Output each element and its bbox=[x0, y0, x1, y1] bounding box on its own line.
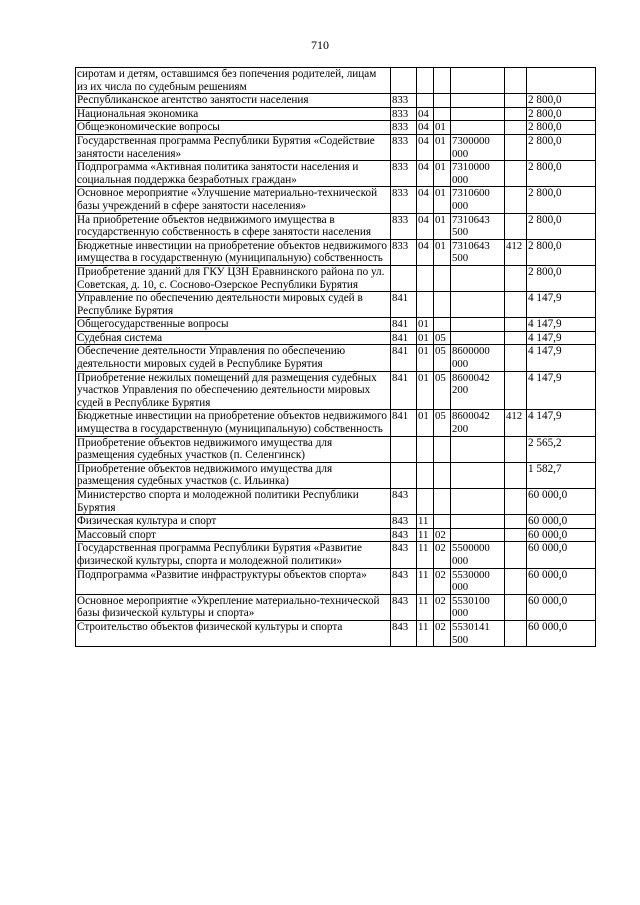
amount-cell: 4 147,9 bbox=[527, 410, 596, 436]
ministry-code-cell: 833 bbox=[391, 213, 417, 239]
section-code-cell: 01 bbox=[417, 331, 434, 345]
section-code-cell: 01 bbox=[417, 345, 434, 371]
expense-type-cell bbox=[505, 345, 527, 371]
ministry-code-cell: 833 bbox=[391, 134, 417, 160]
target-article-cell bbox=[451, 121, 505, 135]
row-name-cell: Строительство объектов физической культуры и спорта bbox=[76, 620, 391, 646]
ministry-code-cell: 833 bbox=[391, 187, 417, 213]
expense-type-cell bbox=[505, 318, 527, 332]
ministry-code-cell: 833 bbox=[391, 94, 417, 108]
table-row bbox=[76, 489, 596, 515]
expense-type-cell bbox=[505, 489, 527, 515]
ministry-code-cell: 843 bbox=[391, 489, 417, 515]
target-article-cell bbox=[451, 318, 505, 332]
section-code-cell bbox=[417, 489, 434, 515]
section-code-cell: 11 bbox=[417, 594, 434, 620]
row-name-cell: Подпрограмма «Развитие инфраструктуры объектов спорта» bbox=[76, 568, 391, 594]
section-code-cell: 04 bbox=[417, 161, 434, 187]
subsection-code-cell bbox=[434, 318, 451, 332]
expense-type-cell bbox=[505, 107, 527, 121]
target-article-cell: 7310643 500 bbox=[451, 239, 505, 265]
amount-cell: 60 000,0 bbox=[527, 594, 596, 620]
expense-type-cell bbox=[505, 436, 527, 462]
expense-type-cell bbox=[505, 371, 527, 410]
section-code-cell: 01 bbox=[417, 371, 434, 410]
subsection-code-cell bbox=[434, 436, 451, 462]
amount-cell: 2 800,0 bbox=[527, 239, 596, 265]
amount-cell: 2 800,0 bbox=[527, 213, 596, 239]
subsection-code-cell: 01 bbox=[434, 239, 451, 265]
ministry-code-cell: 843 bbox=[391, 515, 417, 529]
table-row bbox=[76, 318, 596, 332]
ministry-code-cell bbox=[391, 68, 417, 94]
table-row bbox=[76, 213, 596, 239]
subsection-code-cell bbox=[434, 94, 451, 108]
table-row bbox=[76, 134, 596, 160]
target-article-cell bbox=[451, 68, 505, 94]
section-code-cell: 04 bbox=[417, 107, 434, 121]
row-name-cell: Приобретение объектов недвижимого имущества для размещения судебных участков (п. Селенгинск) bbox=[76, 436, 391, 462]
subsection-code-cell bbox=[434, 489, 451, 515]
target-article-cell: 7300000 000 bbox=[451, 134, 505, 160]
amount-cell: 2 800,0 bbox=[527, 265, 596, 291]
target-article-cell: 5500000 000 bbox=[451, 542, 505, 568]
subsection-code-cell: 05 bbox=[434, 331, 451, 345]
table-row bbox=[76, 68, 596, 94]
subsection-code-cell: 02 bbox=[434, 594, 451, 620]
row-name-cell: Общеэкономические вопросы bbox=[76, 121, 391, 135]
expense-type-cell bbox=[505, 515, 527, 529]
subsection-code-cell: 02 bbox=[434, 620, 451, 646]
amount-cell: 2 800,0 bbox=[527, 94, 596, 108]
row-name-cell: Общегосударственные вопросы bbox=[76, 318, 391, 332]
subsection-code-cell: 01 bbox=[434, 213, 451, 239]
expense-type-cell: 412 bbox=[505, 239, 527, 265]
ministry-code-cell: 841 bbox=[391, 371, 417, 410]
section-code-cell: 04 bbox=[417, 121, 434, 135]
section-code-cell: 04 bbox=[417, 213, 434, 239]
amount-cell: 60 000,0 bbox=[527, 515, 596, 529]
row-name-cell: Бюджетные инвестиции на приобретение объектов недвижимого имущества в государственную (муниципальную) собственность bbox=[76, 239, 391, 265]
amount-cell: 2 800,0 bbox=[527, 107, 596, 121]
row-name-cell: Бюджетные инвестиции на приобретение объектов недвижимого имущества в государственную (муниципальную) собственность bbox=[76, 410, 391, 436]
ministry-code-cell: 843 bbox=[391, 528, 417, 542]
table-row bbox=[76, 515, 596, 529]
expense-type-cell bbox=[505, 331, 527, 345]
row-name-cell: Министерство спорта и молодежной политики Республики Бурятия bbox=[76, 489, 391, 515]
section-code-cell: 11 bbox=[417, 620, 434, 646]
ministry-code-cell: 841 bbox=[391, 318, 417, 332]
ministry-code-cell bbox=[391, 436, 417, 462]
amount-cell: 2 565,2 bbox=[527, 436, 596, 462]
table-row bbox=[76, 121, 596, 135]
amount-cell: 4 147,9 bbox=[527, 318, 596, 332]
ministry-code-cell: 841 bbox=[391, 292, 417, 318]
table-row bbox=[76, 107, 596, 121]
table-row bbox=[76, 331, 596, 345]
row-name-cell: Подпрограмма «Активная политика занятости населения и социальная поддержка безработных граждан» bbox=[76, 161, 391, 187]
amount-cell: 4 147,9 bbox=[527, 345, 596, 371]
table-row bbox=[76, 436, 596, 462]
table-row bbox=[76, 542, 596, 568]
table-row bbox=[76, 462, 596, 488]
expense-type-cell bbox=[505, 568, 527, 594]
section-code-cell: 04 bbox=[417, 239, 434, 265]
subsection-code-cell: 05 bbox=[434, 371, 451, 410]
expense-type-cell bbox=[505, 594, 527, 620]
table-row bbox=[76, 187, 596, 213]
section-code-cell: 04 bbox=[417, 134, 434, 160]
table-row bbox=[76, 161, 596, 187]
section-code-cell: 01 bbox=[417, 410, 434, 436]
expense-type-cell bbox=[505, 68, 527, 94]
row-name-cell: Основное мероприятие «Укрепление материально-технической базы физической культуры и спорта» bbox=[76, 594, 391, 620]
row-name-cell: Управление по обеспечению деятельности мировых судей в Республике Бурятия bbox=[76, 292, 391, 318]
expense-type-cell: 412 bbox=[505, 410, 527, 436]
subsection-code-cell bbox=[434, 292, 451, 318]
expense-type-cell bbox=[505, 161, 527, 187]
section-code-cell bbox=[417, 68, 434, 94]
amount-cell: 2 800,0 bbox=[527, 187, 596, 213]
subsection-code-cell bbox=[434, 107, 451, 121]
target-article-cell: 5530000 000 bbox=[451, 568, 505, 594]
subsection-code-cell: 01 bbox=[434, 187, 451, 213]
budget-table bbox=[75, 67, 596, 647]
table-row bbox=[76, 528, 596, 542]
expense-type-cell bbox=[505, 292, 527, 318]
subsection-code-cell: 01 bbox=[434, 134, 451, 160]
target-article-cell bbox=[451, 292, 505, 318]
row-name-cell: Государственная программа Республики Бурятия «Содействие занятости населения» bbox=[76, 134, 391, 160]
table-row bbox=[76, 620, 596, 646]
section-code-cell: 11 bbox=[417, 568, 434, 594]
section-code-cell: 11 bbox=[417, 542, 434, 568]
subsection-code-cell: 05 bbox=[434, 345, 451, 371]
subsection-code-cell: 02 bbox=[434, 568, 451, 594]
amount-cell bbox=[527, 68, 596, 94]
subsection-code-cell: 05 bbox=[434, 410, 451, 436]
ministry-code-cell bbox=[391, 265, 417, 291]
row-name-cell: На приобретение объектов недвижимого имущества в государственную собственность в сфере занятости населения bbox=[76, 213, 391, 239]
amount-cell: 2 800,0 bbox=[527, 134, 596, 160]
budget-table-body bbox=[76, 68, 596, 647]
amount-cell: 4 147,9 bbox=[527, 371, 596, 410]
expense-type-cell bbox=[505, 620, 527, 646]
amount-cell: 1 582,7 bbox=[527, 462, 596, 488]
expense-type-cell bbox=[505, 94, 527, 108]
section-code-cell: 01 bbox=[417, 318, 434, 332]
row-name-cell: Основное мероприятие «Улучшение материально-технической базы учреждений в сфере занятости населения» bbox=[76, 187, 391, 213]
ministry-code-cell: 843 bbox=[391, 620, 417, 646]
table-row bbox=[76, 410, 596, 436]
row-name-cell: Приобретение нежилых помещений для размещения судебных участков Управления по обеспечению деятельности мировых судей в Республике Бурятия bbox=[76, 371, 391, 410]
section-code-cell bbox=[417, 292, 434, 318]
section-code-cell bbox=[417, 265, 434, 291]
table-row bbox=[76, 371, 596, 410]
target-article-cell: 8600042 200 bbox=[451, 371, 505, 410]
expense-type-cell bbox=[505, 462, 527, 488]
ministry-code-cell: 841 bbox=[391, 410, 417, 436]
target-article-cell bbox=[451, 265, 505, 291]
table-row bbox=[76, 239, 596, 265]
amount-cell: 60 000,0 bbox=[527, 620, 596, 646]
section-code-cell: 11 bbox=[417, 528, 434, 542]
ministry-code-cell: 843 bbox=[391, 568, 417, 594]
table-row bbox=[76, 94, 596, 108]
target-article-cell: 7310643 500 bbox=[451, 213, 505, 239]
row-name-cell: сиротам и детям, оставшимся без попечения родителей, лицам из их числа по судебным решениям bbox=[76, 68, 391, 94]
row-name-cell: Обеспечение деятельности Управления по обеспечению деятельности мировых судей в Республике Бурятия bbox=[76, 345, 391, 371]
amount-cell: 2 800,0 bbox=[527, 121, 596, 135]
subsection-code-cell: 02 bbox=[434, 528, 451, 542]
table-row bbox=[76, 345, 596, 371]
ministry-code-cell: 833 bbox=[391, 121, 417, 135]
target-article-cell bbox=[451, 436, 505, 462]
table-row bbox=[76, 568, 596, 594]
target-article-cell: 8600042 200 bbox=[451, 410, 505, 436]
subsection-code-cell: 01 bbox=[434, 121, 451, 135]
target-article-cell bbox=[451, 528, 505, 542]
subsection-code-cell bbox=[434, 265, 451, 291]
target-article-cell: 5530141 500 bbox=[451, 620, 505, 646]
ministry-code-cell: 841 bbox=[391, 345, 417, 371]
subsection-code-cell: 01 bbox=[434, 161, 451, 187]
ministry-code-cell: 843 bbox=[391, 542, 417, 568]
target-article-cell bbox=[451, 462, 505, 488]
amount-cell: 60 000,0 bbox=[527, 489, 596, 515]
ministry-code-cell: 841 bbox=[391, 331, 417, 345]
expense-type-cell bbox=[505, 265, 527, 291]
subsection-code-cell bbox=[434, 462, 451, 488]
expense-type-cell bbox=[505, 542, 527, 568]
table-row bbox=[76, 265, 596, 291]
section-code-cell bbox=[417, 462, 434, 488]
ministry-code-cell: 833 bbox=[391, 239, 417, 265]
target-article-cell: 8600000 000 bbox=[451, 345, 505, 371]
subsection-code-cell bbox=[434, 68, 451, 94]
target-article-cell: 7310600 000 bbox=[451, 187, 505, 213]
table-row bbox=[76, 292, 596, 318]
section-code-cell: 11 bbox=[417, 515, 434, 529]
section-code-cell bbox=[417, 436, 434, 462]
section-code-cell: 04 bbox=[417, 187, 434, 213]
target-article-cell bbox=[451, 331, 505, 345]
amount-cell: 4 147,9 bbox=[527, 292, 596, 318]
subsection-code-cell bbox=[434, 515, 451, 529]
row-name-cell: Судебная система bbox=[76, 331, 391, 345]
section-code-cell bbox=[417, 94, 434, 108]
table-row bbox=[76, 594, 596, 620]
row-name-cell: Массовый спорт bbox=[76, 528, 391, 542]
row-name-cell: Физическая культура и спорт bbox=[76, 515, 391, 529]
target-article-cell bbox=[451, 515, 505, 529]
ministry-code-cell bbox=[391, 462, 417, 488]
row-name-cell: Республиканское агентство занятости населения bbox=[76, 94, 391, 108]
expense-type-cell bbox=[505, 134, 527, 160]
row-name-cell: Государственная программа Республики Бурятия «Развитие физической культуры, спорта и молодежной политики» bbox=[76, 542, 391, 568]
ministry-code-cell: 833 bbox=[391, 107, 417, 121]
target-article-cell bbox=[451, 489, 505, 515]
row-name-cell: Приобретение объектов недвижимого имущества для размещения судебных участков (с. Ильинка) bbox=[76, 462, 391, 488]
ministry-code-cell: 833 bbox=[391, 161, 417, 187]
amount-cell: 4 147,9 bbox=[527, 331, 596, 345]
target-article-cell bbox=[451, 94, 505, 108]
expense-type-cell bbox=[505, 528, 527, 542]
target-article-cell: 7310000 000 bbox=[451, 161, 505, 187]
subsection-code-cell: 02 bbox=[434, 542, 451, 568]
amount-cell: 60 000,0 bbox=[527, 542, 596, 568]
target-article-cell bbox=[451, 107, 505, 121]
row-name-cell: Приобретение зданий для ГКУ ЦЗН Еравнинского района по ул. Советская, д. 10, с. Сосново-Озерское Республики Бурятия bbox=[76, 265, 391, 291]
page-number: 710 bbox=[311, 38, 329, 52]
amount-cell: 60 000,0 bbox=[527, 568, 596, 594]
amount-cell: 60 000,0 bbox=[527, 528, 596, 542]
row-name-cell: Национальная экономика bbox=[76, 107, 391, 121]
amount-cell: 2 800,0 bbox=[527, 161, 596, 187]
target-article-cell: 5530100 000 bbox=[451, 594, 505, 620]
expense-type-cell bbox=[505, 187, 527, 213]
expense-type-cell bbox=[505, 121, 527, 135]
ministry-code-cell: 843 bbox=[391, 594, 417, 620]
expense-type-cell bbox=[505, 213, 527, 239]
